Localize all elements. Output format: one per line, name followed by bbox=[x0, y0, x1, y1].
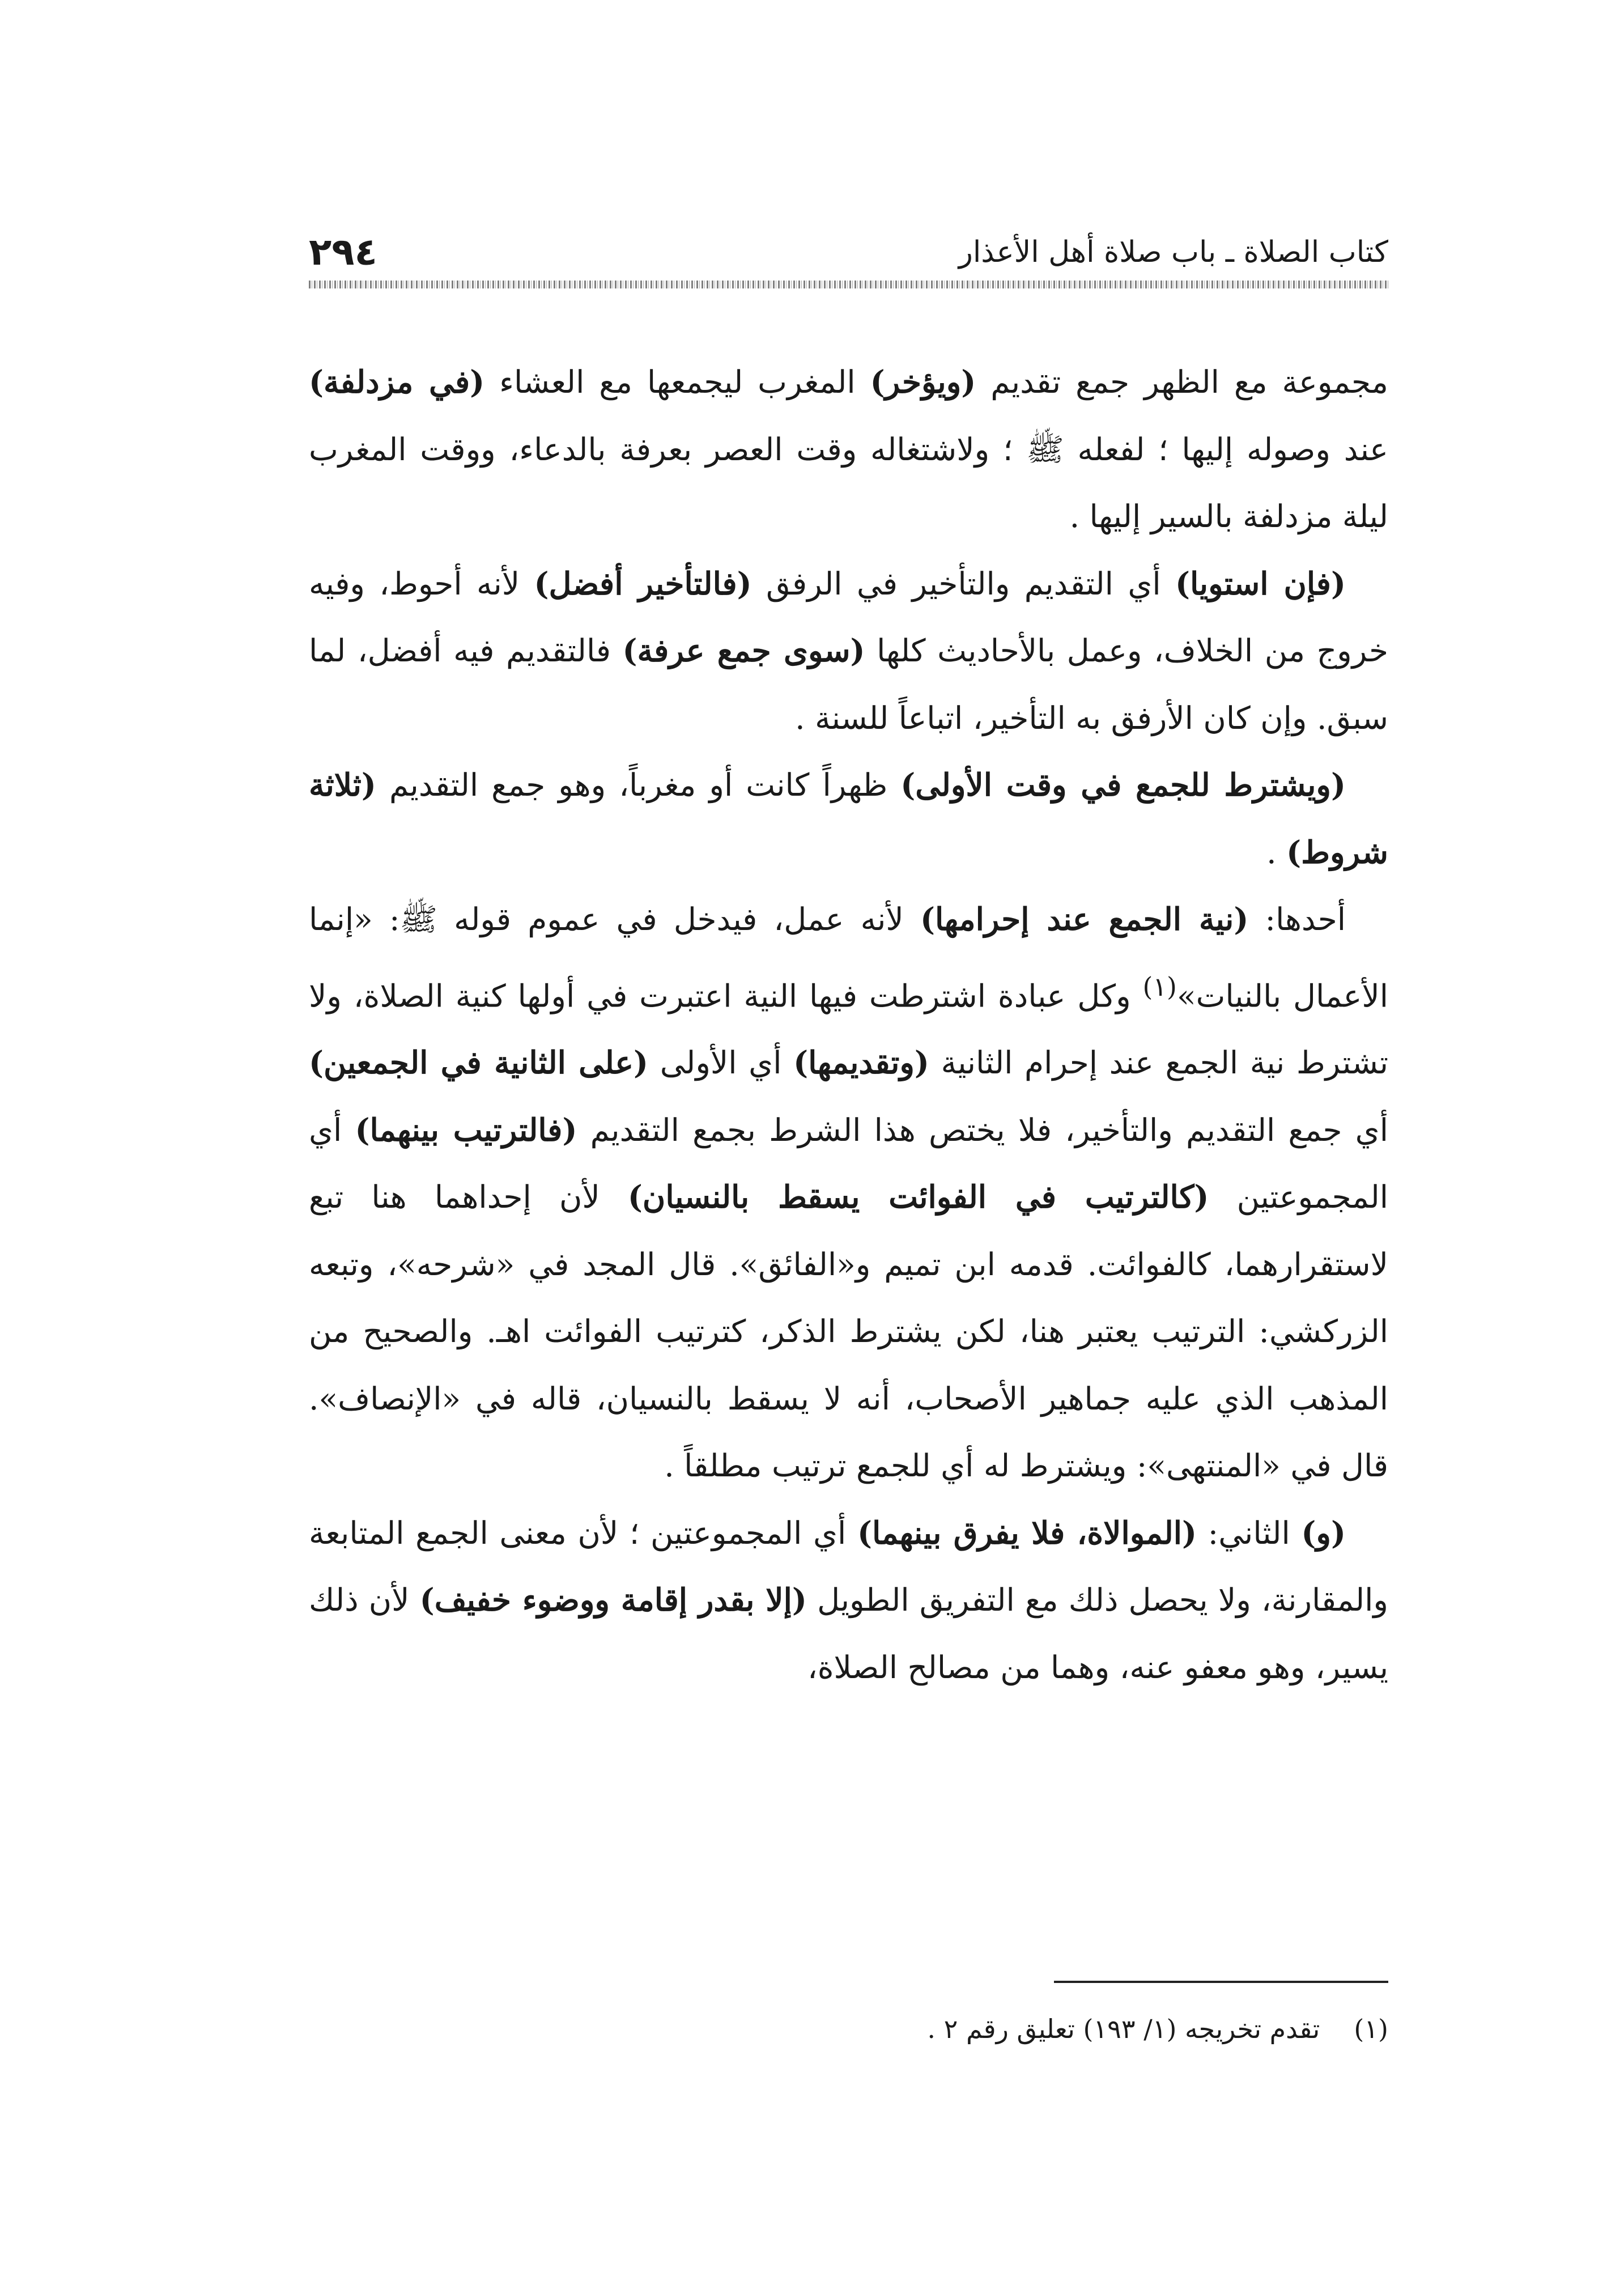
text-span: أحدها: bbox=[1248, 901, 1346, 937]
matn-term: (فالتأخير أفضل) bbox=[534, 564, 752, 602]
footnote bbox=[309, 2006, 1388, 2052]
footnote-text: تقدم تخريجه (١/ ١٩٣) تعليق رقم ٢ . bbox=[927, 2014, 1320, 2044]
matn-term: (ويشترط للجمع في وقت الأولى) bbox=[900, 766, 1346, 803]
matn-term: (و) bbox=[1301, 1514, 1346, 1551]
running-title: كتاب الصلاة ـ باب صلاة أهل الأعذار bbox=[958, 235, 1388, 269]
page-header bbox=[309, 230, 1388, 275]
matn-term: (نية الجمع عند إحرامها) bbox=[920, 901, 1249, 937]
matn-term: (الموالاة، فلا يفرق بينهما) bbox=[857, 1514, 1197, 1551]
text-span: أي الأولى bbox=[648, 1044, 794, 1081]
paragraph-4 bbox=[309, 886, 1388, 1500]
main-text bbox=[309, 349, 1388, 1701]
text-span: لأن ذلك يسير، وهو معفو عنه، وهما من مصالح الصلاة، bbox=[309, 1582, 1388, 1685]
text-span: أي المجموعتين bbox=[309, 1111, 1389, 1216]
text-span: أي التقديم والتأخير في الرفق bbox=[751, 565, 1176, 602]
text-span: المغرب ليجمعها مع العشاء bbox=[484, 364, 870, 400]
matn-term: (سوى جمع عرفة) bbox=[622, 632, 865, 669]
text-span: لأنه أحوط، وفيه خروج من الخلاف، وعمل بالأحاديث كلها bbox=[309, 565, 1388, 669]
text-span: فالتقديم فيه أفضل، لما سبق. وإن كان الأرفق به التأخير، اتباعاً للسنة . bbox=[309, 632, 1388, 736]
matn-term: (على الثانية في الجمعين) bbox=[309, 1044, 649, 1081]
matn-term: (فالترتيب بينهما) bbox=[355, 1111, 577, 1148]
text-span: وكل عبادة اشترطت فيها النية اعتبرت في أولها كنية الصلاة، ولا تشترط نية الجمع عند إحرام الثانية bbox=[309, 977, 1388, 1081]
text-span: الثاني: bbox=[1197, 1514, 1302, 1551]
matn-term: (إلا بقدر إقامة ووضوء خفيف) bbox=[419, 1581, 807, 1619]
text-span: ظهراً كانت أو مغرباً، وهو جمع التقديم bbox=[376, 767, 901, 803]
paragraph-1 bbox=[309, 349, 1388, 550]
text-span: أي المجموعتين ؛ لأن معنى الجمع المتابعة والمقارنة، ولا يحصل ذلك مع التفريق الطويل bbox=[309, 1514, 1388, 1619]
matn-term: (فإن استويا) bbox=[1175, 564, 1346, 602]
paragraph-5 bbox=[309, 1500, 1388, 1701]
header-divider bbox=[309, 281, 1388, 288]
page-number: ٢٩٤ bbox=[309, 230, 377, 274]
matn-term: (في مزدلفة) bbox=[309, 363, 485, 400]
matn-term: (ويؤخر) bbox=[870, 363, 976, 400]
paragraph-3 bbox=[309, 751, 1388, 886]
text-span: عند وصوله إليها ؛ لفعله ﷺ ؛ ولاشتغاله وقت العصر بعرفة بالدعاء، ووقت المغرب ليلة مزدلفة بالسير إليها . bbox=[309, 431, 1388, 534]
footnote-ref: (١) bbox=[1142, 971, 1177, 1002]
matn-term: (وتقديمها) bbox=[793, 1044, 929, 1081]
text-span: . bbox=[1266, 834, 1287, 871]
text-span: أي جمع التقديم والتأخير، فلا يختص هذا الشرط بجمع التقديم bbox=[577, 1111, 1388, 1148]
paragraph-2 bbox=[309, 550, 1388, 752]
text-span: مجموعة مع الظهر جمع تقديم bbox=[976, 364, 1389, 400]
matn-term: (كالترتيب في الفوائت يسقط بالنسيان) bbox=[627, 1178, 1209, 1216]
text-span: لأنه عمل، فيدخل في عموم قوله ﷺ: «إنما الأعمال بالنيات» bbox=[309, 901, 1388, 1014]
matn-term: (ثلاثة شروط) bbox=[309, 766, 1388, 871]
text-span: لأن إحداهما هنا تبع لاستقرارهما، كالفوائت. قدمه ابن تميم و«الفائق». قال المجد في «شرحه»، وتبعه الزركشي: الترتيب يعتبر هنا، لكن يشترط الذكر، كترتيب الفوائت اهـ. والصحيح من المذهب الذي عليه جماهير الأصحاب، أنه لا يسقط بالنسيان، قاله في «الإنصاف». قال في «المنتهى»: ويشترط له أي للجمع ترتيب مطلقاً . bbox=[309, 1179, 1388, 1484]
footnote-number: (١) bbox=[1354, 2014, 1388, 2044]
footnote-divider bbox=[1054, 1981, 1388, 1983]
